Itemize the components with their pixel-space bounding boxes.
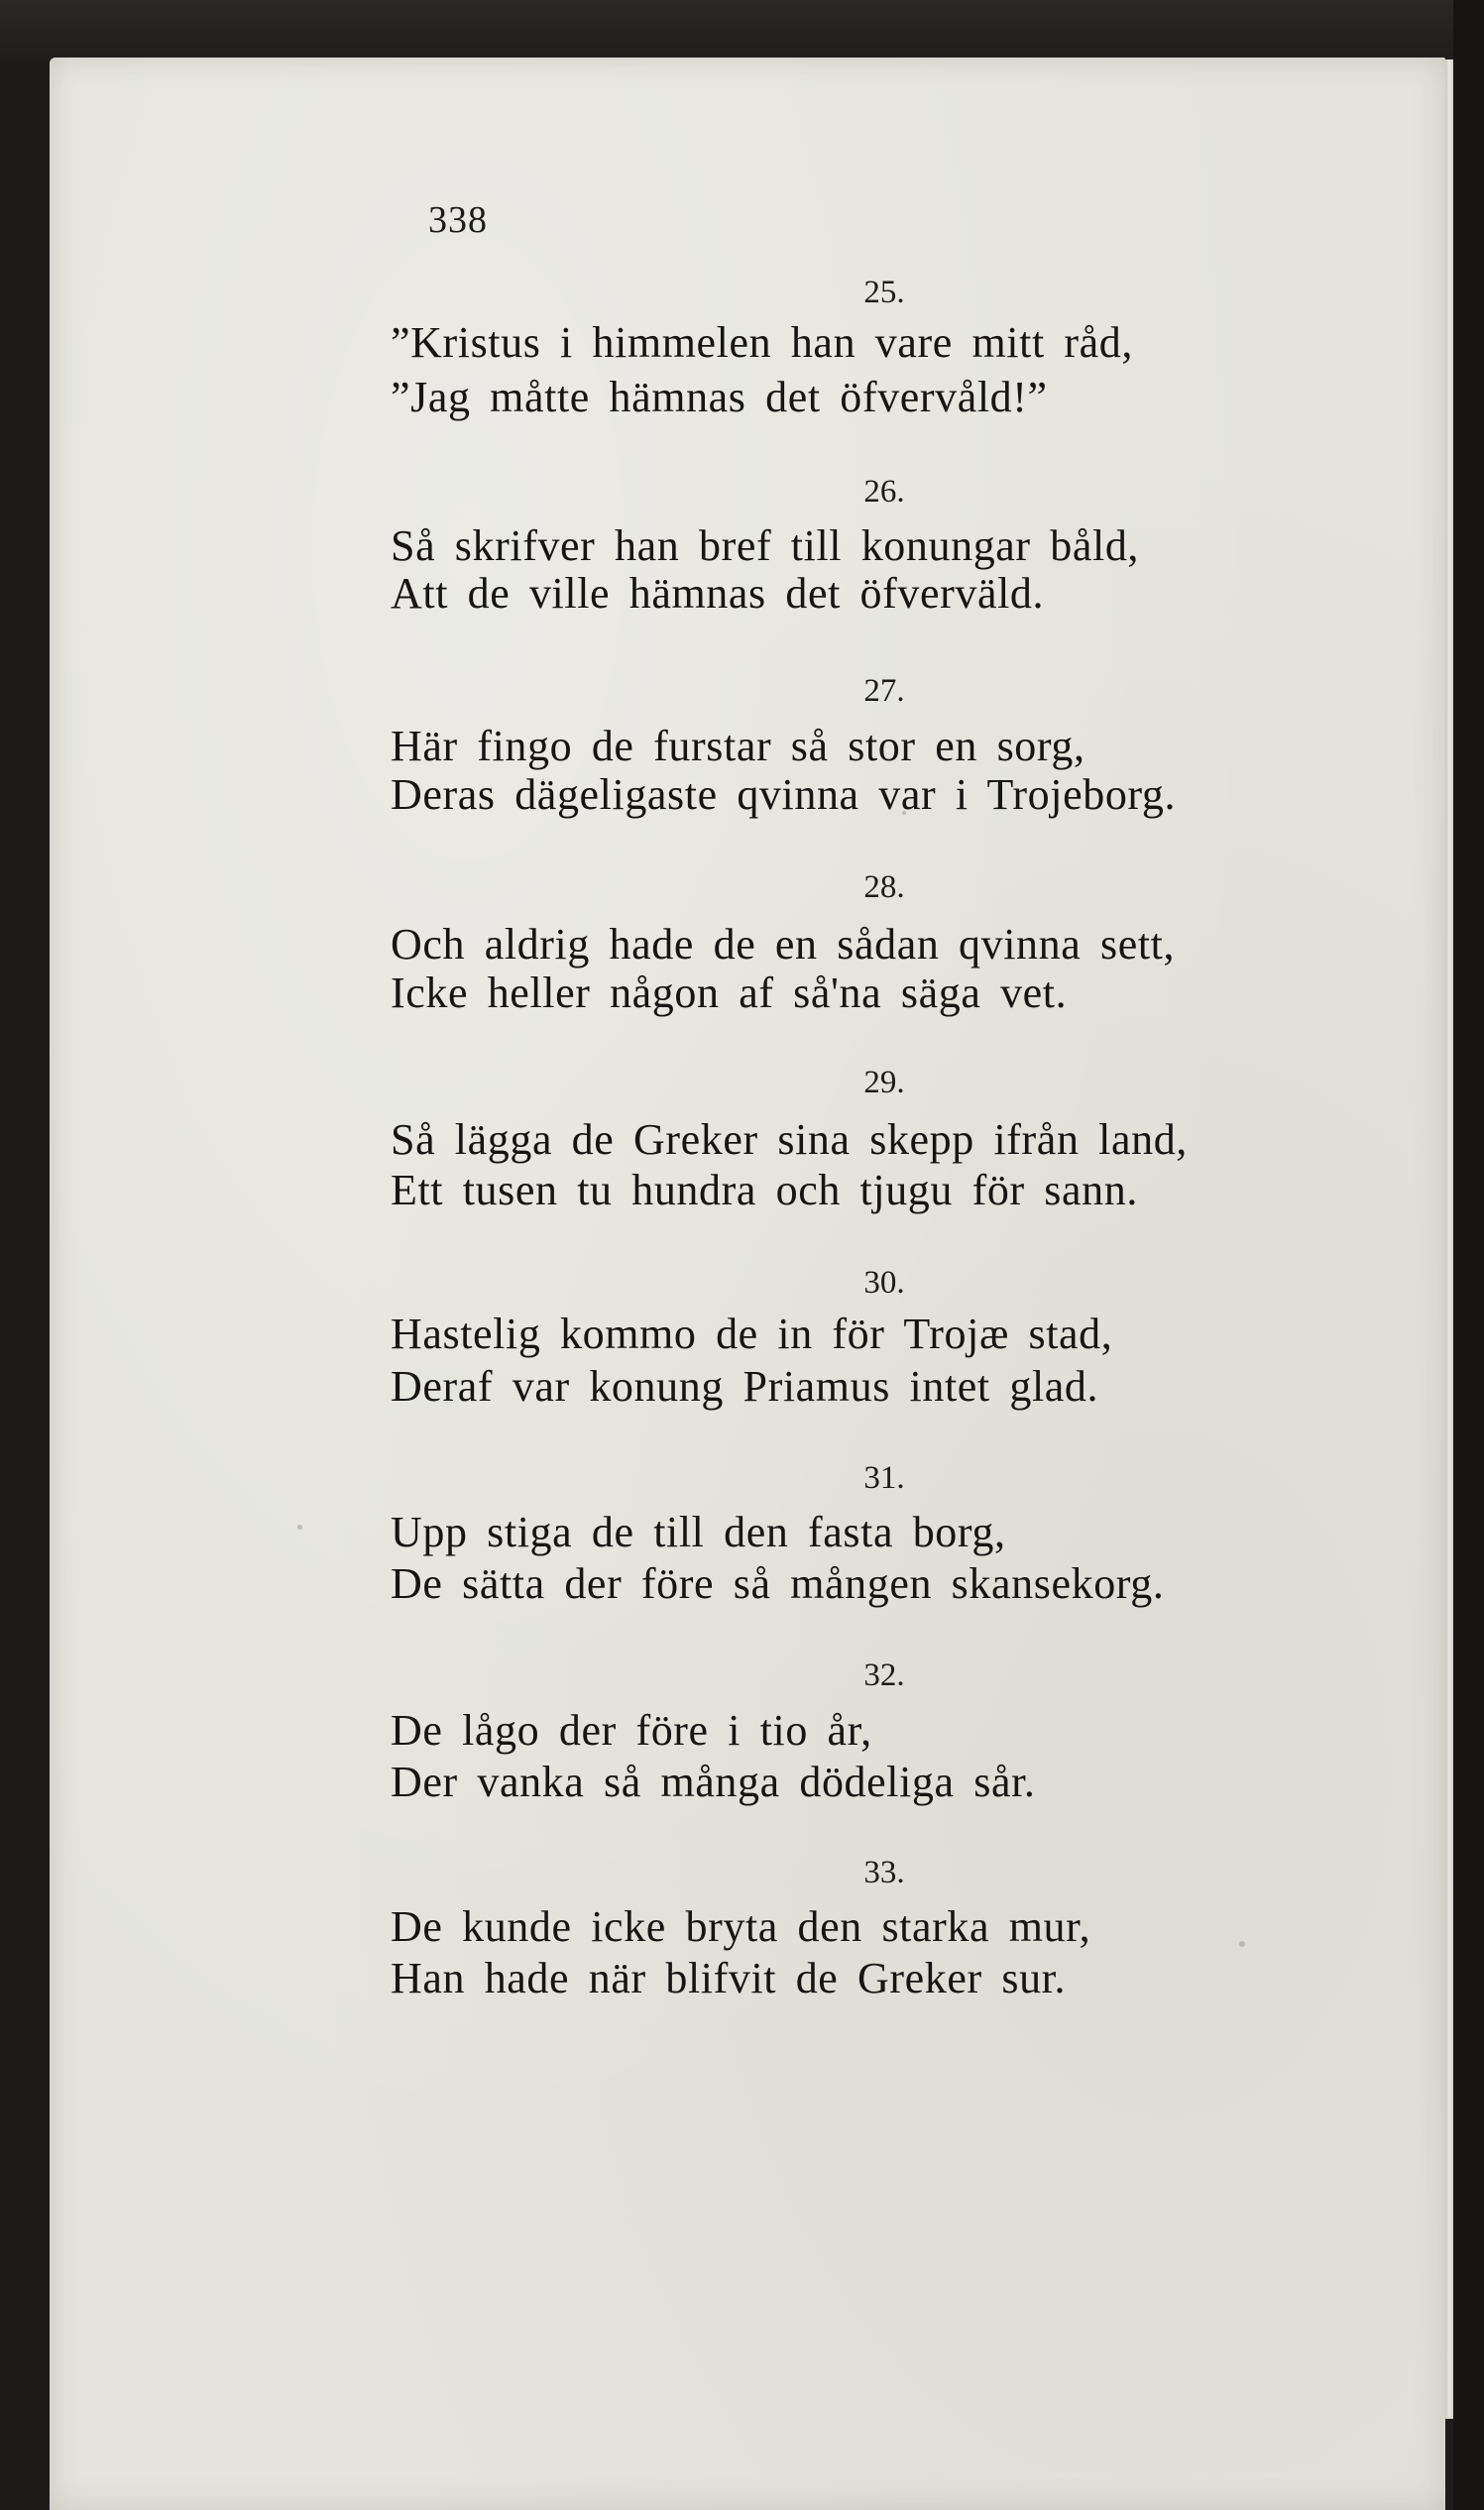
- verse-line: Der vanka så många dödeliga sår.: [391, 1758, 1036, 1806]
- verse-line: ”Kristus i himmelen han vare mitt råd,: [391, 318, 1133, 367]
- verse-line: Upp stiga de till den fasta borg,: [391, 1508, 1006, 1556]
- verse-line: De lågo der före i tio år,: [391, 1706, 872, 1755]
- verse-line: De kunde icke bryta den starka mur,: [391, 1902, 1091, 1951]
- scan-background-top: [0, 0, 1484, 61]
- page-number: 338: [428, 199, 488, 241]
- verse-line: Att de ville hämnas det öfverväld.: [391, 569, 1045, 618]
- stanza-number: 30.: [863, 1265, 905, 1301]
- paper-speck: [297, 1525, 302, 1530]
- verse-line: ”Jag måtte hämnas det öfvervåld!”: [391, 373, 1048, 421]
- verse-line: De sätta der före så mången skansekorg.: [391, 1559, 1165, 1608]
- verse-line: Ett tusen tu hundra och tjugu för sann.: [391, 1166, 1138, 1214]
- verse-line: Deraf var konung Priamus intet glad.: [391, 1362, 1099, 1411]
- verse-line: Så skrifver han bref till konungar båld,: [391, 521, 1140, 570]
- paper-speck: [1239, 1941, 1245, 1947]
- stanza-number: 31.: [863, 1460, 905, 1496]
- stanza-number: 28.: [863, 869, 905, 905]
- verse-line: Han hade när blifvit de Greker sur.: [391, 1954, 1067, 2002]
- stanza-number: 29.: [863, 1065, 905, 1100]
- verse-line: Hastelig kommo de in för Trojæ stad,: [391, 1310, 1113, 1358]
- verse-line: Här fingo de furstar så stor en sorg,: [391, 722, 1085, 770]
- stanza-number: 27.: [863, 673, 905, 709]
- stanza-number: 26.: [863, 474, 905, 510]
- scan-background-right: [1453, 0, 1484, 2510]
- verse-line: Så lägga de Greker sina skepp ifrån land,: [391, 1115, 1188, 1164]
- verse-line: Deras dägeligaste qvinna var i Trojeborg.: [391, 770, 1177, 819]
- stanza-number: 33.: [863, 1855, 905, 1890]
- verse-line: Och aldrig hade de en sådan qvinna sett,: [391, 920, 1176, 969]
- book-page: [50, 57, 1445, 2510]
- stanza-number: 32.: [863, 1657, 905, 1693]
- verse-line: Icke heller någon af så'na säga vet.: [391, 969, 1068, 1017]
- stanza-number: 25.: [863, 275, 905, 310]
